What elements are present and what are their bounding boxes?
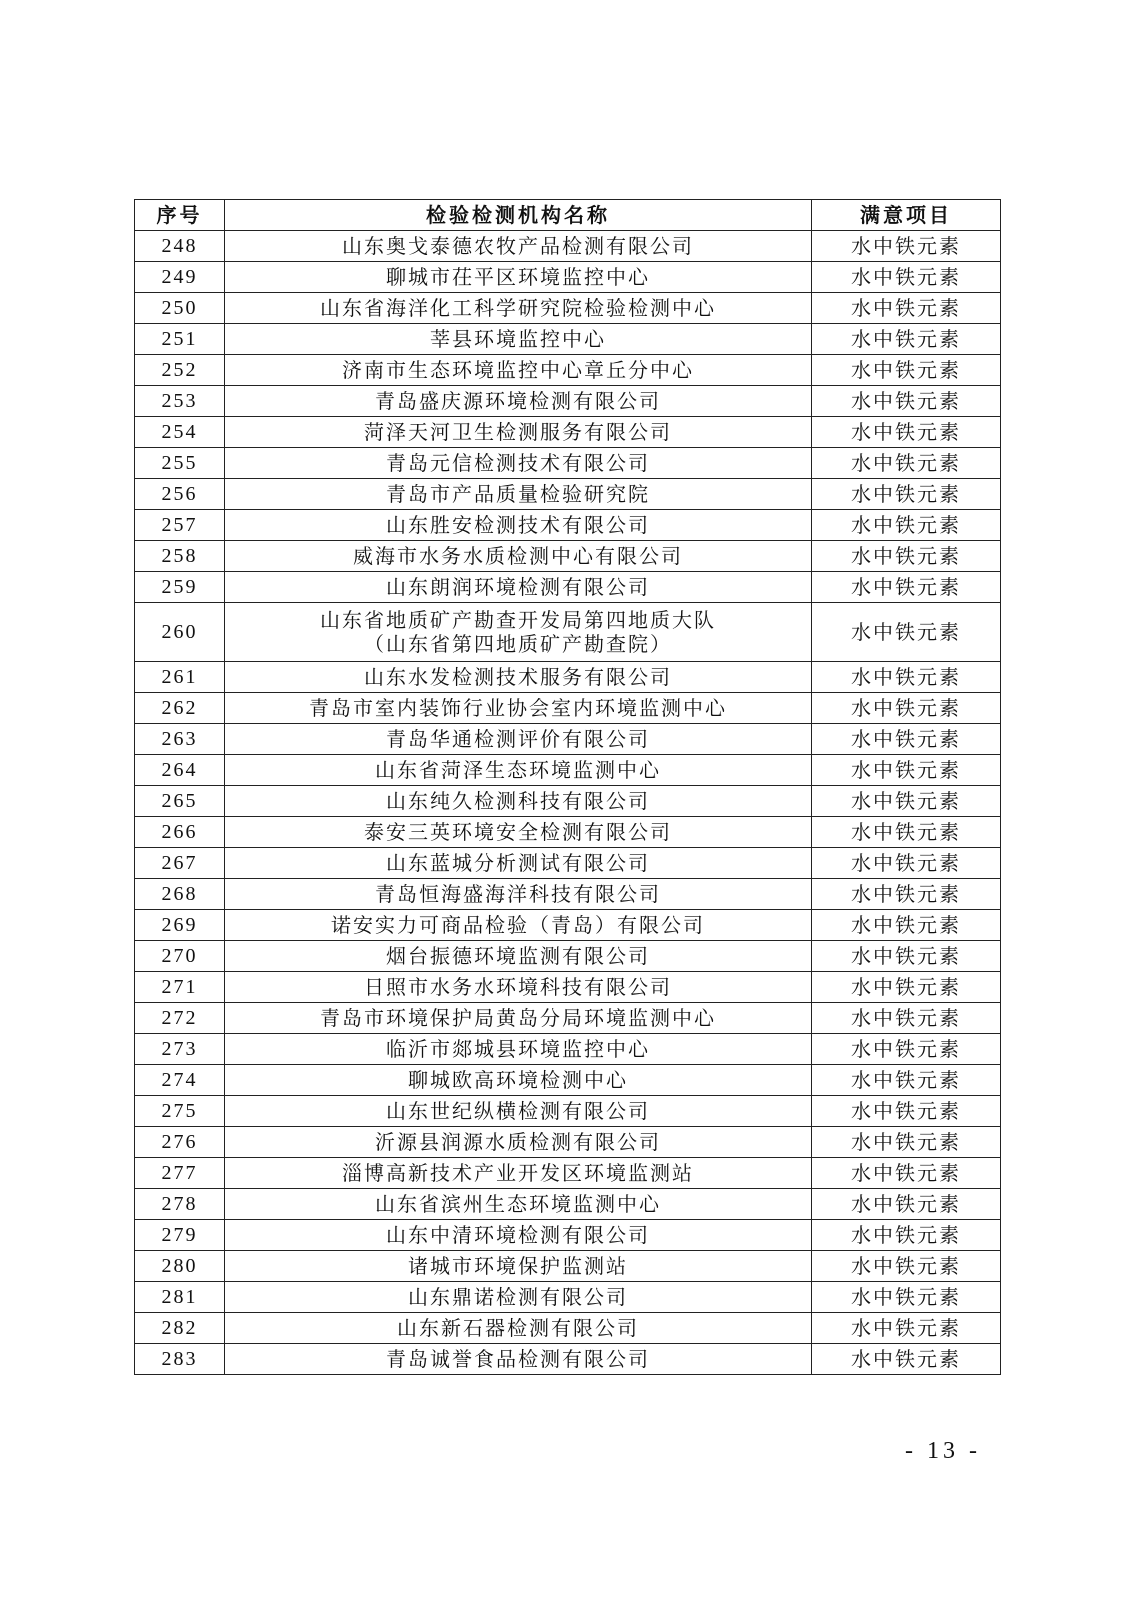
row-institution-name (225, 355, 812, 386)
row-serial-number: 261 (135, 662, 225, 693)
institution-name-line: 山东省地质矿产勘查开发局第四地质大队 (320, 608, 716, 632)
row-serial-number: 256 (135, 479, 225, 510)
row-satisfactory-item: 水中铁元素 (812, 417, 1001, 448)
row-serial-number: 252 (135, 355, 225, 386)
institution-name-line: 菏泽天河卫生检测服务有限公司 (364, 420, 672, 444)
row-institution-name (225, 1313, 812, 1344)
table-row (135, 1003, 1001, 1034)
table-row (135, 1065, 1001, 1096)
institution-table (134, 199, 1001, 1375)
row-satisfactory-item: 水中铁元素 (812, 879, 1001, 910)
row-serial-number: 273 (135, 1034, 225, 1065)
row-serial-number: 260 (135, 603, 225, 662)
row-institution-name (225, 541, 812, 572)
row-satisfactory-item: 水中铁元素 (812, 941, 1001, 972)
row-institution-name (225, 1003, 812, 1034)
institution-name-line: 莘县环境监控中心 (430, 327, 606, 351)
row-institution-name (225, 572, 812, 603)
row-institution-name (225, 662, 812, 693)
row-satisfactory-item: 水中铁元素 (812, 231, 1001, 262)
row-satisfactory-item: 水中铁元素 (812, 510, 1001, 541)
row-institution-name (225, 1127, 812, 1158)
table-row (135, 541, 1001, 572)
table-body (135, 231, 1001, 1375)
row-institution-name (225, 479, 812, 510)
table-row (135, 324, 1001, 355)
institution-name-line: 青岛诚誉食品检测有限公司 (386, 1347, 650, 1371)
row-institution-name (225, 417, 812, 448)
row-satisfactory-item: 水中铁元素 (812, 603, 1001, 662)
row-institution-name (225, 1096, 812, 1127)
institution-name-line: 山东省菏泽生态环境监测中心 (375, 758, 661, 782)
row-serial-number: 280 (135, 1251, 225, 1282)
row-institution-name (225, 972, 812, 1003)
row-satisfactory-item: 水中铁元素 (812, 724, 1001, 755)
table-row (135, 1220, 1001, 1251)
table-row (135, 510, 1001, 541)
row-serial-number: 281 (135, 1282, 225, 1313)
institution-name-line: 山东蓝城分析测试有限公司 (386, 851, 650, 875)
row-satisfactory-item: 水中铁元素 (812, 972, 1001, 1003)
row-satisfactory-item: 水中铁元素 (812, 1158, 1001, 1189)
row-satisfactory-item: 水中铁元素 (812, 786, 1001, 817)
row-institution-name (225, 231, 812, 262)
institution-name-line: 山东纯久检测科技有限公司 (386, 789, 650, 813)
table-row (135, 1282, 1001, 1313)
row-satisfactory-item: 水中铁元素 (812, 479, 1001, 510)
table-row (135, 603, 1001, 662)
institution-name-line: 青岛华通检测评价有限公司 (386, 727, 650, 751)
row-institution-name (225, 1220, 812, 1251)
institution-name-line: 烟台振德环境监测有限公司 (386, 944, 650, 968)
institution-name-line: 山东水发检测技术服务有限公司 (364, 665, 672, 689)
row-satisfactory-item: 水中铁元素 (812, 541, 1001, 572)
row-serial-number: 282 (135, 1313, 225, 1344)
institution-name-line: 聊城市茌平区环境监控中心 (386, 265, 650, 289)
table-row (135, 941, 1001, 972)
institution-name-line: 济南市生态环境监控中心章丘分中心 (342, 358, 694, 382)
row-serial-number: 258 (135, 541, 225, 572)
row-satisfactory-item: 水中铁元素 (812, 448, 1001, 479)
row-serial-number: 276 (135, 1127, 225, 1158)
row-satisfactory-item: 水中铁元素 (812, 262, 1001, 293)
table-row (135, 386, 1001, 417)
row-satisfactory-item: 水中铁元素 (812, 1251, 1001, 1282)
institution-name-line: 沂源县润源水质检测有限公司 (375, 1130, 661, 1154)
row-institution-name (225, 1344, 812, 1375)
row-satisfactory-item: 水中铁元素 (812, 324, 1001, 355)
institution-name-line: 泰安三英环境安全检测有限公司 (364, 820, 672, 844)
table-row (135, 786, 1001, 817)
row-serial-number: 274 (135, 1065, 225, 1096)
row-serial-number: 249 (135, 262, 225, 293)
table-row (135, 755, 1001, 786)
table-row (135, 1344, 1001, 1375)
row-satisfactory-item: 水中铁元素 (812, 1065, 1001, 1096)
table-row (135, 724, 1001, 755)
table-row (135, 693, 1001, 724)
table-row (135, 972, 1001, 1003)
institution-name-line: 临沂市郯城县环境监控中心 (386, 1037, 650, 1061)
table-row (135, 879, 1001, 910)
table-header-row (135, 200, 1001, 231)
row-serial-number: 257 (135, 510, 225, 541)
row-satisfactory-item: 水中铁元素 (812, 572, 1001, 603)
table-row (135, 1158, 1001, 1189)
row-serial-number: 264 (135, 755, 225, 786)
row-serial-number: 265 (135, 786, 225, 817)
row-institution-name (225, 1158, 812, 1189)
institution-name-line: （山东省第四地质矿产勘查院） (364, 632, 672, 656)
row-satisfactory-item: 水中铁元素 (812, 755, 1001, 786)
table-row (135, 417, 1001, 448)
table-row (135, 1189, 1001, 1220)
row-serial-number: 270 (135, 941, 225, 972)
table-row (135, 1127, 1001, 1158)
row-institution-name (225, 262, 812, 293)
institution-name-line: 山东胜安检测技术有限公司 (386, 513, 650, 537)
institution-name-line: 青岛市产品质量检验研究院 (386, 482, 650, 506)
row-serial-number: 268 (135, 879, 225, 910)
table-row (135, 572, 1001, 603)
institution-name-line: 山东世纪纵横检测有限公司 (386, 1099, 650, 1123)
row-institution-name (225, 603, 812, 662)
table-row (135, 262, 1001, 293)
row-institution-name (225, 693, 812, 724)
row-satisfactory-item: 水中铁元素 (812, 1096, 1001, 1127)
row-satisfactory-item: 水中铁元素 (812, 355, 1001, 386)
row-serial-number: 253 (135, 386, 225, 417)
row-institution-name (225, 848, 812, 879)
row-institution-name (225, 1251, 812, 1282)
row-institution-name (225, 293, 812, 324)
row-institution-name (225, 1282, 812, 1313)
row-serial-number: 279 (135, 1220, 225, 1251)
row-institution-name (225, 324, 812, 355)
institution-name-line: 山东中清环境检测有限公司 (386, 1223, 650, 1247)
row-institution-name (225, 1065, 812, 1096)
institution-name-line: 聊城欧高环境检测中心 (408, 1068, 628, 1092)
row-satisfactory-item: 水中铁元素 (812, 1034, 1001, 1065)
row-satisfactory-item: 水中铁元素 (812, 293, 1001, 324)
row-satisfactory-item: 水中铁元素 (812, 1189, 1001, 1220)
row-serial-number: 275 (135, 1096, 225, 1127)
table-row (135, 479, 1001, 510)
row-serial-number: 283 (135, 1344, 225, 1375)
table-row (135, 231, 1001, 262)
table-row (135, 1034, 1001, 1065)
institution-name-line: 诸城市环境保护监测站 (408, 1254, 628, 1278)
row-serial-number: 255 (135, 448, 225, 479)
table-row (135, 293, 1001, 324)
row-institution-name (225, 755, 812, 786)
row-institution-name (225, 879, 812, 910)
row-institution-name (225, 786, 812, 817)
row-institution-name (225, 448, 812, 479)
institution-name-line: 山东朗润环境检测有限公司 (386, 575, 650, 599)
institution-name-line: 威海市水务水质检测中心有限公司 (353, 544, 683, 568)
institution-name-line: 山东鼎诺检测有限公司 (408, 1285, 628, 1309)
institution-name-line: 山东省海洋化工科学研究院检验检测中心 (320, 296, 716, 320)
row-serial-number: 263 (135, 724, 225, 755)
row-serial-number: 266 (135, 817, 225, 848)
row-serial-number: 248 (135, 231, 225, 262)
table-row (135, 1313, 1001, 1344)
row-satisfactory-item: 水中铁元素 (812, 693, 1001, 724)
institution-name-line: 日照市水务水环境科技有限公司 (364, 975, 672, 999)
row-satisfactory-item: 水中铁元素 (812, 662, 1001, 693)
row-serial-number: 254 (135, 417, 225, 448)
header-satisfactory-item: 满意项目 (812, 200, 1001, 231)
row-institution-name (225, 1189, 812, 1220)
row-satisfactory-item: 水中铁元素 (812, 848, 1001, 879)
row-satisfactory-item: 水中铁元素 (812, 1220, 1001, 1251)
institution-name-line: 青岛盛庆源环境检测有限公司 (375, 389, 661, 413)
row-satisfactory-item: 水中铁元素 (812, 817, 1001, 848)
institution-name-line: 淄博高新技术产业开发区环境监测站 (342, 1161, 694, 1185)
row-satisfactory-item: 水中铁元素 (812, 386, 1001, 417)
row-serial-number: 278 (135, 1189, 225, 1220)
row-satisfactory-item: 水中铁元素 (812, 1313, 1001, 1344)
table-row (135, 848, 1001, 879)
row-satisfactory-item: 水中铁元素 (812, 910, 1001, 941)
row-institution-name (225, 1034, 812, 1065)
institution-name-line: 青岛市环境保护局黄岛分局环境监测中心 (320, 1006, 716, 1030)
row-institution-name (225, 817, 812, 848)
row-serial-number: 267 (135, 848, 225, 879)
table-row (135, 1251, 1001, 1282)
institution-name-line: 青岛市室内装饰行业协会室内环境监测中心 (309, 696, 727, 720)
table-row (135, 662, 1001, 693)
header-serial-number: 序号 (135, 200, 225, 231)
table-row (135, 1096, 1001, 1127)
row-institution-name (225, 510, 812, 541)
row-serial-number: 271 (135, 972, 225, 1003)
row-serial-number: 251 (135, 324, 225, 355)
row-serial-number: 269 (135, 910, 225, 941)
row-institution-name (225, 941, 812, 972)
row-serial-number: 259 (135, 572, 225, 603)
table-row (135, 448, 1001, 479)
row-satisfactory-item: 水中铁元素 (812, 1003, 1001, 1034)
header-institution-name: 检验检测机构名称 (225, 200, 812, 231)
institution-name-line: 山东新石器检测有限公司 (397, 1316, 639, 1340)
table-row (135, 817, 1001, 848)
institution-name-line: 山东省滨州生态环境监测中心 (375, 1192, 661, 1216)
table-row (135, 910, 1001, 941)
row-satisfactory-item: 水中铁元素 (812, 1344, 1001, 1375)
page-number: - 13 - (905, 1438, 981, 1464)
table-row (135, 355, 1001, 386)
institution-name-line: 青岛恒海盛海洋科技有限公司 (375, 882, 661, 906)
row-serial-number: 272 (135, 1003, 225, 1034)
institution-name-line: 青岛元信检测技术有限公司 (386, 451, 650, 475)
institution-name-line: 诺安实力可商品检验（青岛）有限公司 (331, 913, 705, 937)
row-satisfactory-item: 水中铁元素 (812, 1127, 1001, 1158)
row-serial-number: 277 (135, 1158, 225, 1189)
row-institution-name (225, 724, 812, 755)
row-serial-number: 262 (135, 693, 225, 724)
row-institution-name (225, 910, 812, 941)
row-institution-name (225, 386, 812, 417)
row-serial-number: 250 (135, 293, 225, 324)
institution-name-line: 山东奥戈泰德农牧产品检测有限公司 (342, 234, 694, 258)
row-satisfactory-item: 水中铁元素 (812, 1282, 1001, 1313)
